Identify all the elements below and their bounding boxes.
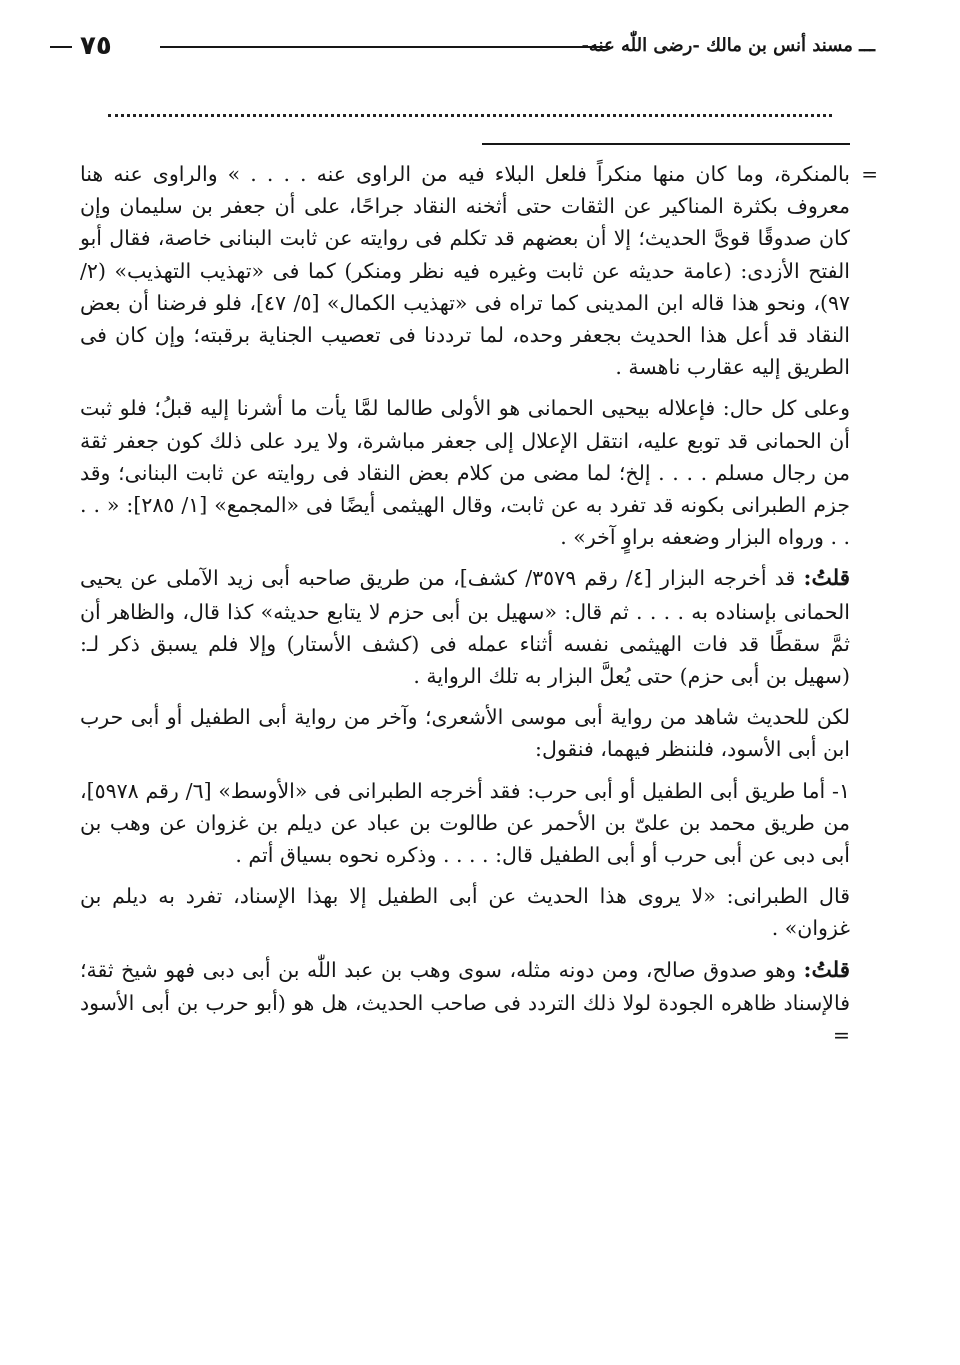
footnote-paragraph: [80, 158, 878, 383]
footnote-body: [80, 158, 878, 1060]
paragraph-text: وعلى كل حال: فإعلاله بيحيى الحمانى هو الأولى طالما لمَّا يأت ما أشرنا إليه قبلُ؛ فلو ثبت أن الحمانى قد توبع عليه، انتقل الإعلال إلى جعفر مباشرة، ولا يرد على ذلك كون جعفر ثقة من رجال مسلم . . . . إلخ؛ لما مضى من كلام بعض النقاد فى روايته عن ثابت البنانى؛ وقد جزم الطبرانى بكونه قد تفرد به عن ثابت، وقال الهيثمى أيضًا فى «المجمع» [١/ ٢٨٥]: « . . . . ورواه البزار وضعفه براوٍ آخر» .: [80, 396, 850, 550]
ellipsis-separator: [108, 94, 832, 117]
footnote-separator-rule: [482, 143, 850, 145]
page-header: [80, 28, 875, 64]
continuation-mark: =: [861, 162, 878, 186]
footnote-paragraph: [80, 880, 850, 944]
paragraph-text: لكن للحديث شاهد من رواية أبى موسى الأشعرى؛ وآخر من رواية أبى الطفيل أو أبى حرب ابن أبى الأسود، فلننظر فيهما، فنقول:: [80, 705, 850, 762]
footnote-paragraph: [80, 392, 850, 553]
paragraph-text: قد أخرجه البزار [٤/ رقم ٣٥٧٩/ كشف]، من طريق صاحبه أبى زيد الآملى عن يحيى الحمانى بإسناده به . . . . ثم قال: «سهيل بن أبى حزم لا يتابع حديثه» كذا قال، والظاهر أن ثمَّ سقطًا قد فات الهيثمى نفسه أثناء عمله فى (كشف الأستار) وإلا فلم يسبق ذكر لـ: (سهيل بن أبى حزم) حتى يُعلَّ البزار به تلك الرواية .: [80, 566, 850, 689]
qultu-label: قلتُ:: [803, 566, 850, 592]
paragraph-text: ١- أما طريق أبى الطفيل أو أبى حرب: فقد أخرجه الطبرانى فى «الأوسط» [٦/ رقم ٥٩٧٨]، من طريق محمد بن علىّ بن الأحمر عن طالوت بن عباد عن ديلم بن غزوان عن وهب بن أبى دبى عن أبى حرب أو أبى الطفيل قال: . . . . وذكره نحوه بسياق أتم .: [80, 778, 850, 868]
paragraph-text: قال الطبرانى: «لا يروى هذا الحديث عن أبى الطفيل إلا بهذا الإسناد، تفرد به ديلم بن غزوان» .: [80, 884, 850, 941]
paragraph-text: وهو صدوق صالح، ومن دونه مثله، سوى وهب بن عبد اللّٰه بن أبى دبى فهو شيخ ثقة؛ فالإسناد ظاهره الجودة لولا ذلك التردد فى صاحب الحديث، هل هو (أبو حرب بن أبى الأسود =: [80, 957, 850, 1048]
paragraph-text: بالمنكرة، وما كان منها منكراً فلعل البلاء فيه من الراوى عنه . . . . » والراوى عنه هنا معروف بكثرة المناكير عن الثقات حتى أثخنه النقاد جراحًا، على أن جعفر بن سليمان وإن كان صدوقًا قوىَّ الحديث؛ إلا أن بعضهم قد تكلم فى روايته عن ثابت البنانى خاصة، فقال أبو الفتح الأزدى: (عامة حديثه عن ثابت وغيره فيه نظر ومنكر) كما فى «تهذيب التهذيب» (٢/ ٩٧)، ونحو هذا قاله ابن المدينى كما تراه فى «تهذيب الكمال» [٥/ ٤٧]، فلو فرضنا أن بعض النقاد قد أعل هذا الحديث بجعفر وحده، لما ترددنا فى تعصيب الجناية برقبته؛ وإن كان فى الطريق إليه عقارب ناهسة .: [80, 162, 850, 380]
running-title: ـــ مسند أنس بن مالك -رضى اللّٰه عنه-: [581, 35, 875, 56]
page-number: ٧٥: [80, 28, 112, 64]
footnote-paragraph: [80, 954, 850, 1052]
footnote-paragraph: [80, 775, 850, 872]
footnote-paragraph: [80, 701, 850, 765]
footnote-paragraph: [80, 562, 850, 692]
qultu-label: قلتُ:: [803, 957, 850, 983]
header-rule: [160, 46, 610, 48]
